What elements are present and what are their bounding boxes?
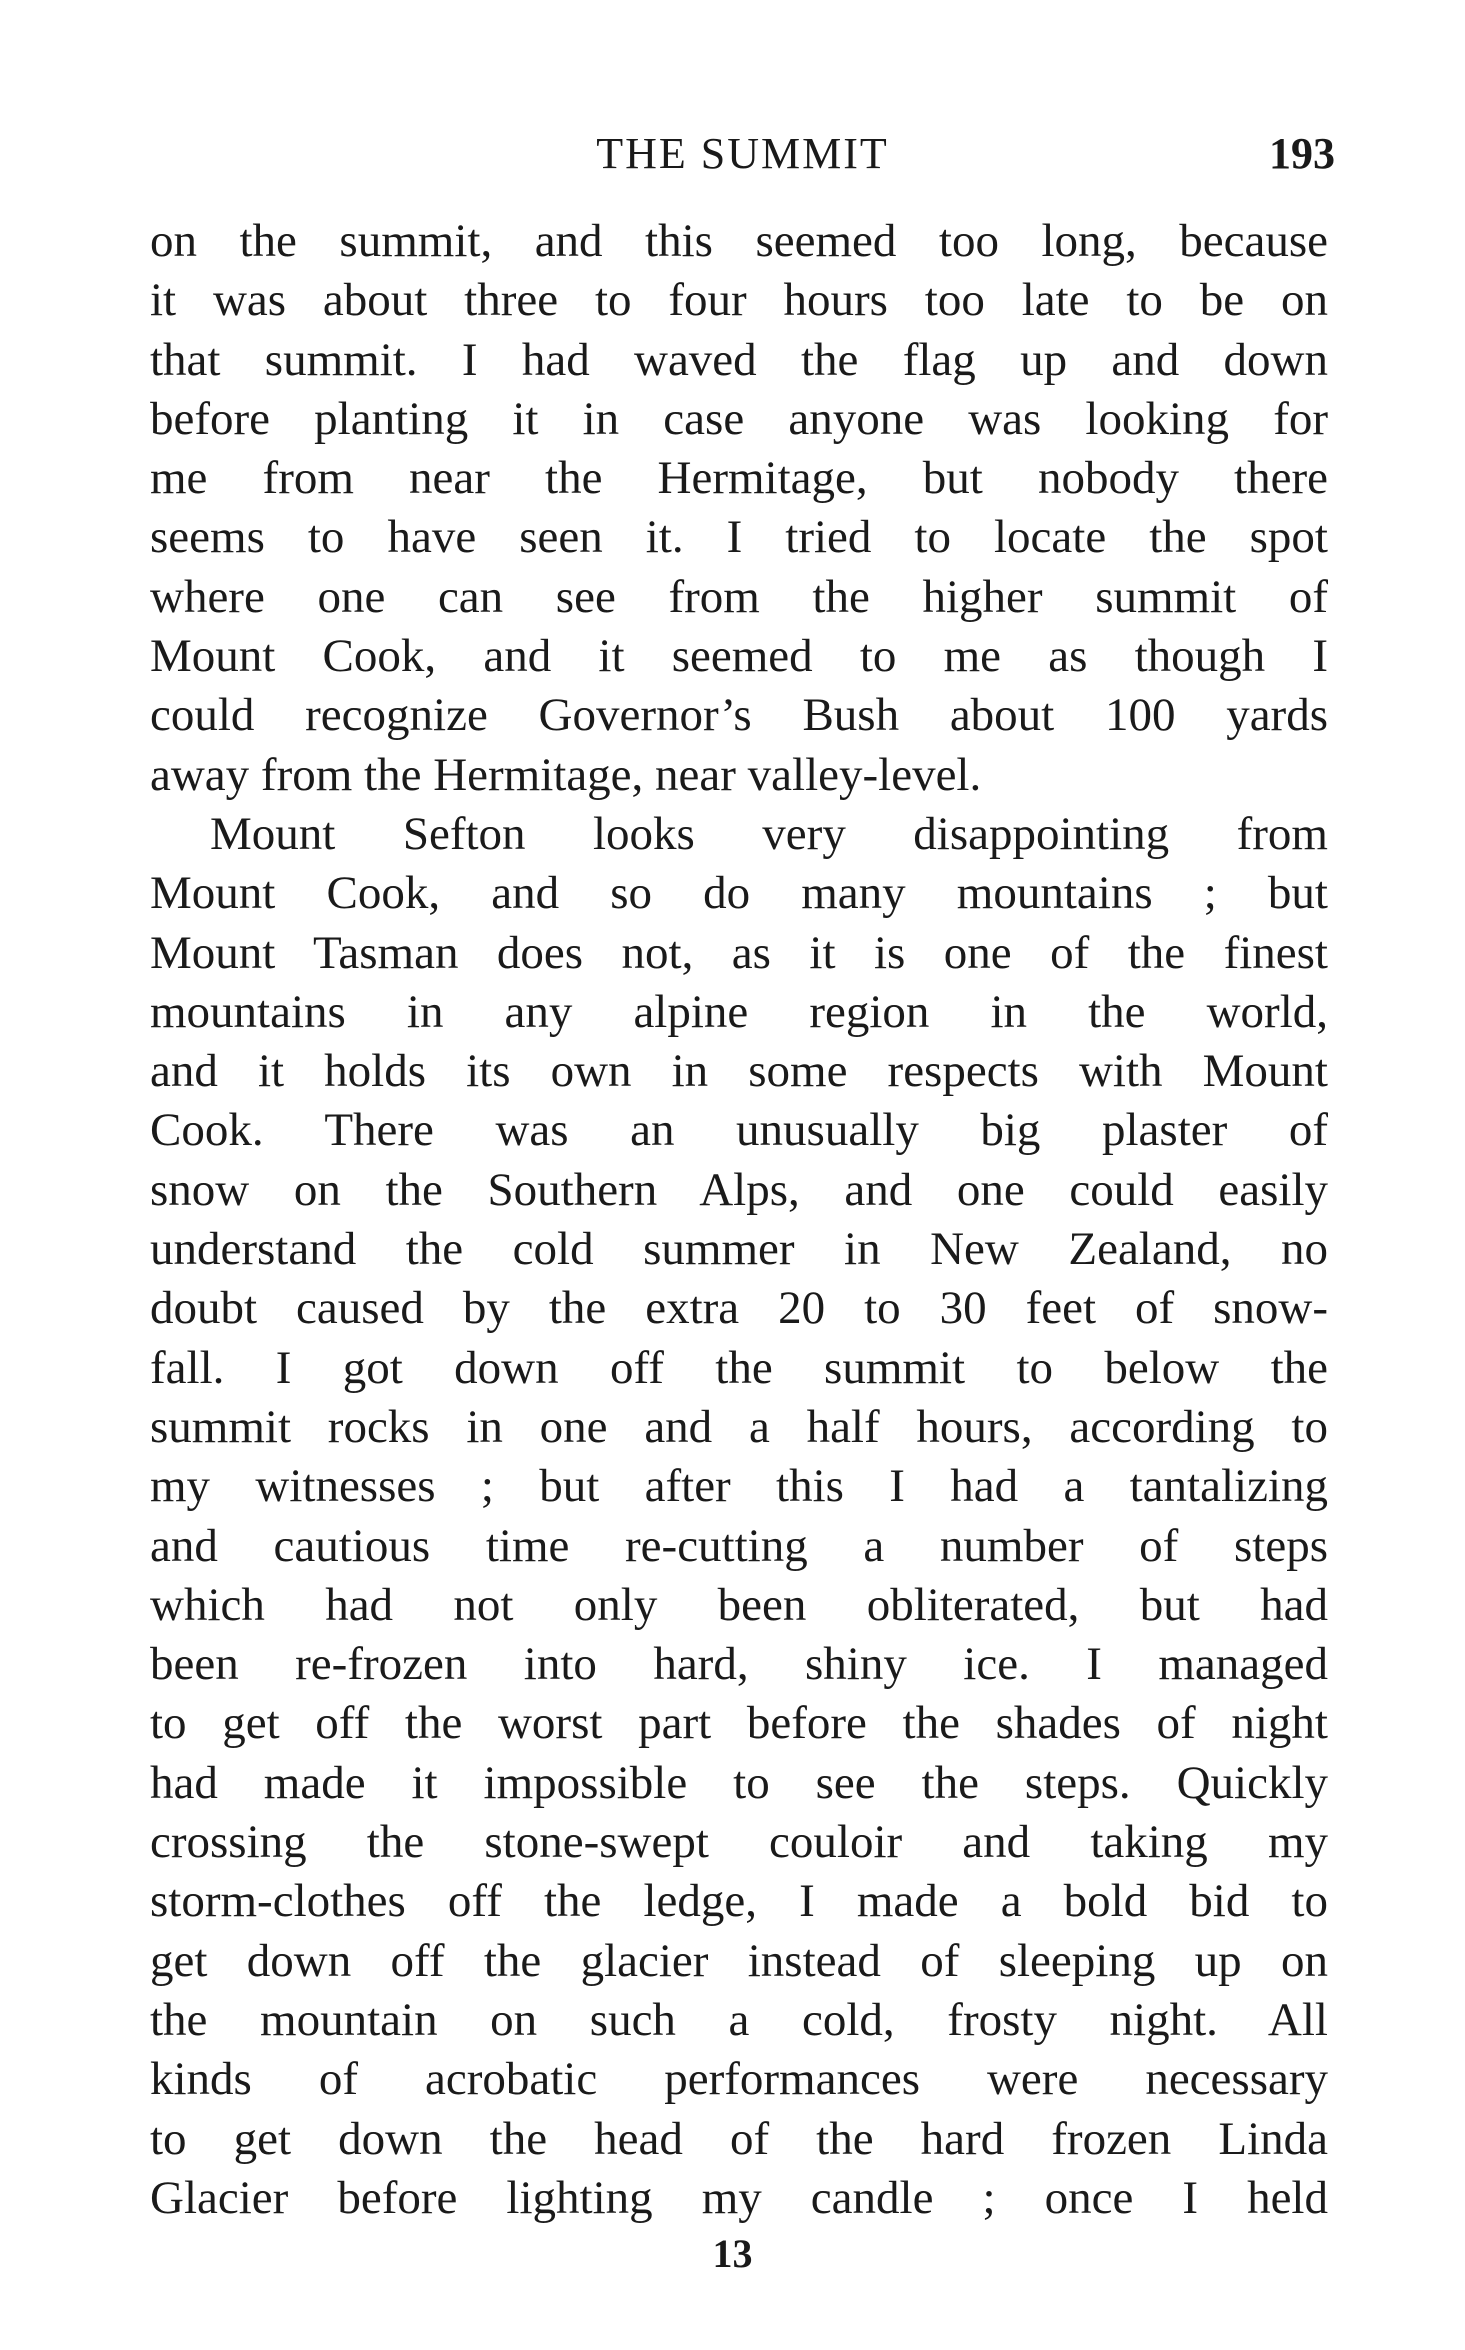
text-line: kinds of acrobatic performances were necessary: [150, 2053, 1328, 2106]
paragraph-start-line: Mount Sefton looks very disappointing from: [210, 807, 1328, 860]
running-title: THE SUMMIT: [596, 129, 889, 178]
text-line: my witnesses ; but after this I had a tantalizing: [150, 1460, 1328, 1513]
text-line: understand the cold summer in New Zealand, no: [150, 1223, 1328, 1276]
text-line: crossing the stone-swept couloir and taking my: [150, 1816, 1328, 1869]
text-line: mountains in any alpine region in the world,: [150, 985, 1328, 1038]
text-line: which had not only been obliterated, but had: [150, 1578, 1328, 1631]
text-line: been re-frozen into hard, shiny ice. I managed: [150, 1638, 1328, 1691]
text-line: Mount Cook, and so do many mountains ; but: [150, 867, 1328, 920]
text-line: me from near the Hermitage, but nobody there: [150, 452, 1328, 505]
text-line: before planting it in case anyone was looking for: [150, 392, 1328, 445]
page-number: 193: [1269, 129, 1335, 178]
text-line: Mount Cook, and it seemed to me as though I: [150, 630, 1328, 683]
text-line: the mountain on such a cold, frosty night. All: [150, 1993, 1328, 2046]
signature-mark: 13: [712, 2231, 753, 2276]
text-line: fall. I got down off the summit to below the: [150, 1341, 1328, 1394]
text-line: Glacier before lighting my candle ; once I held: [150, 2171, 1328, 2224]
text-line: Mount Tasman does not, as it is one of the finest: [150, 926, 1328, 979]
text-line: could recognize Governor’s Bush about 100 yards: [150, 689, 1328, 742]
running-head: [0, 128, 1465, 188]
text-line: doubt caused by the extra 20 to 30 feet of snow-: [150, 1282, 1328, 1335]
text-line: snow on the Southern Alps, and one could easily: [150, 1163, 1328, 1216]
text-line: on the summit, and this seemed too long, because: [150, 215, 1328, 267]
text-line: where one can see from the higher summit of: [150, 570, 1328, 623]
text-line: had made it impossible to see the steps. Quickly: [150, 1756, 1328, 1809]
text-line: and cautious time re-cutting a number of steps: [150, 1519, 1328, 1572]
text-line: it was about three to four hours too late to be on: [150, 274, 1328, 327]
text-line: that summit. I had waved the flag up and down: [150, 333, 1328, 386]
text-line: summit rocks in one and a half hours, according to: [150, 1400, 1328, 1453]
text-line: storm-clothes off the ledge, I made a bold bid to: [150, 1875, 1328, 1928]
text-line: to get off the worst part before the shades of night: [150, 1697, 1328, 1750]
text-line: seems to have seen it. I tried to locate the spot: [150, 511, 1328, 564]
body-text: [150, 212, 1328, 2228]
text-line: Cook. There was an unusually big plaster of: [150, 1104, 1328, 1157]
paragraph-end-line: away from the Hermitage, near valley-level.: [150, 748, 982, 801]
text-line: get down off the glacier instead of sleeping up on: [150, 1934, 1328, 1987]
text-line: and it holds its own in some respects with Mount: [150, 1045, 1328, 1098]
text-line: to get down the head of the hard frozen Linda: [150, 2112, 1328, 2165]
